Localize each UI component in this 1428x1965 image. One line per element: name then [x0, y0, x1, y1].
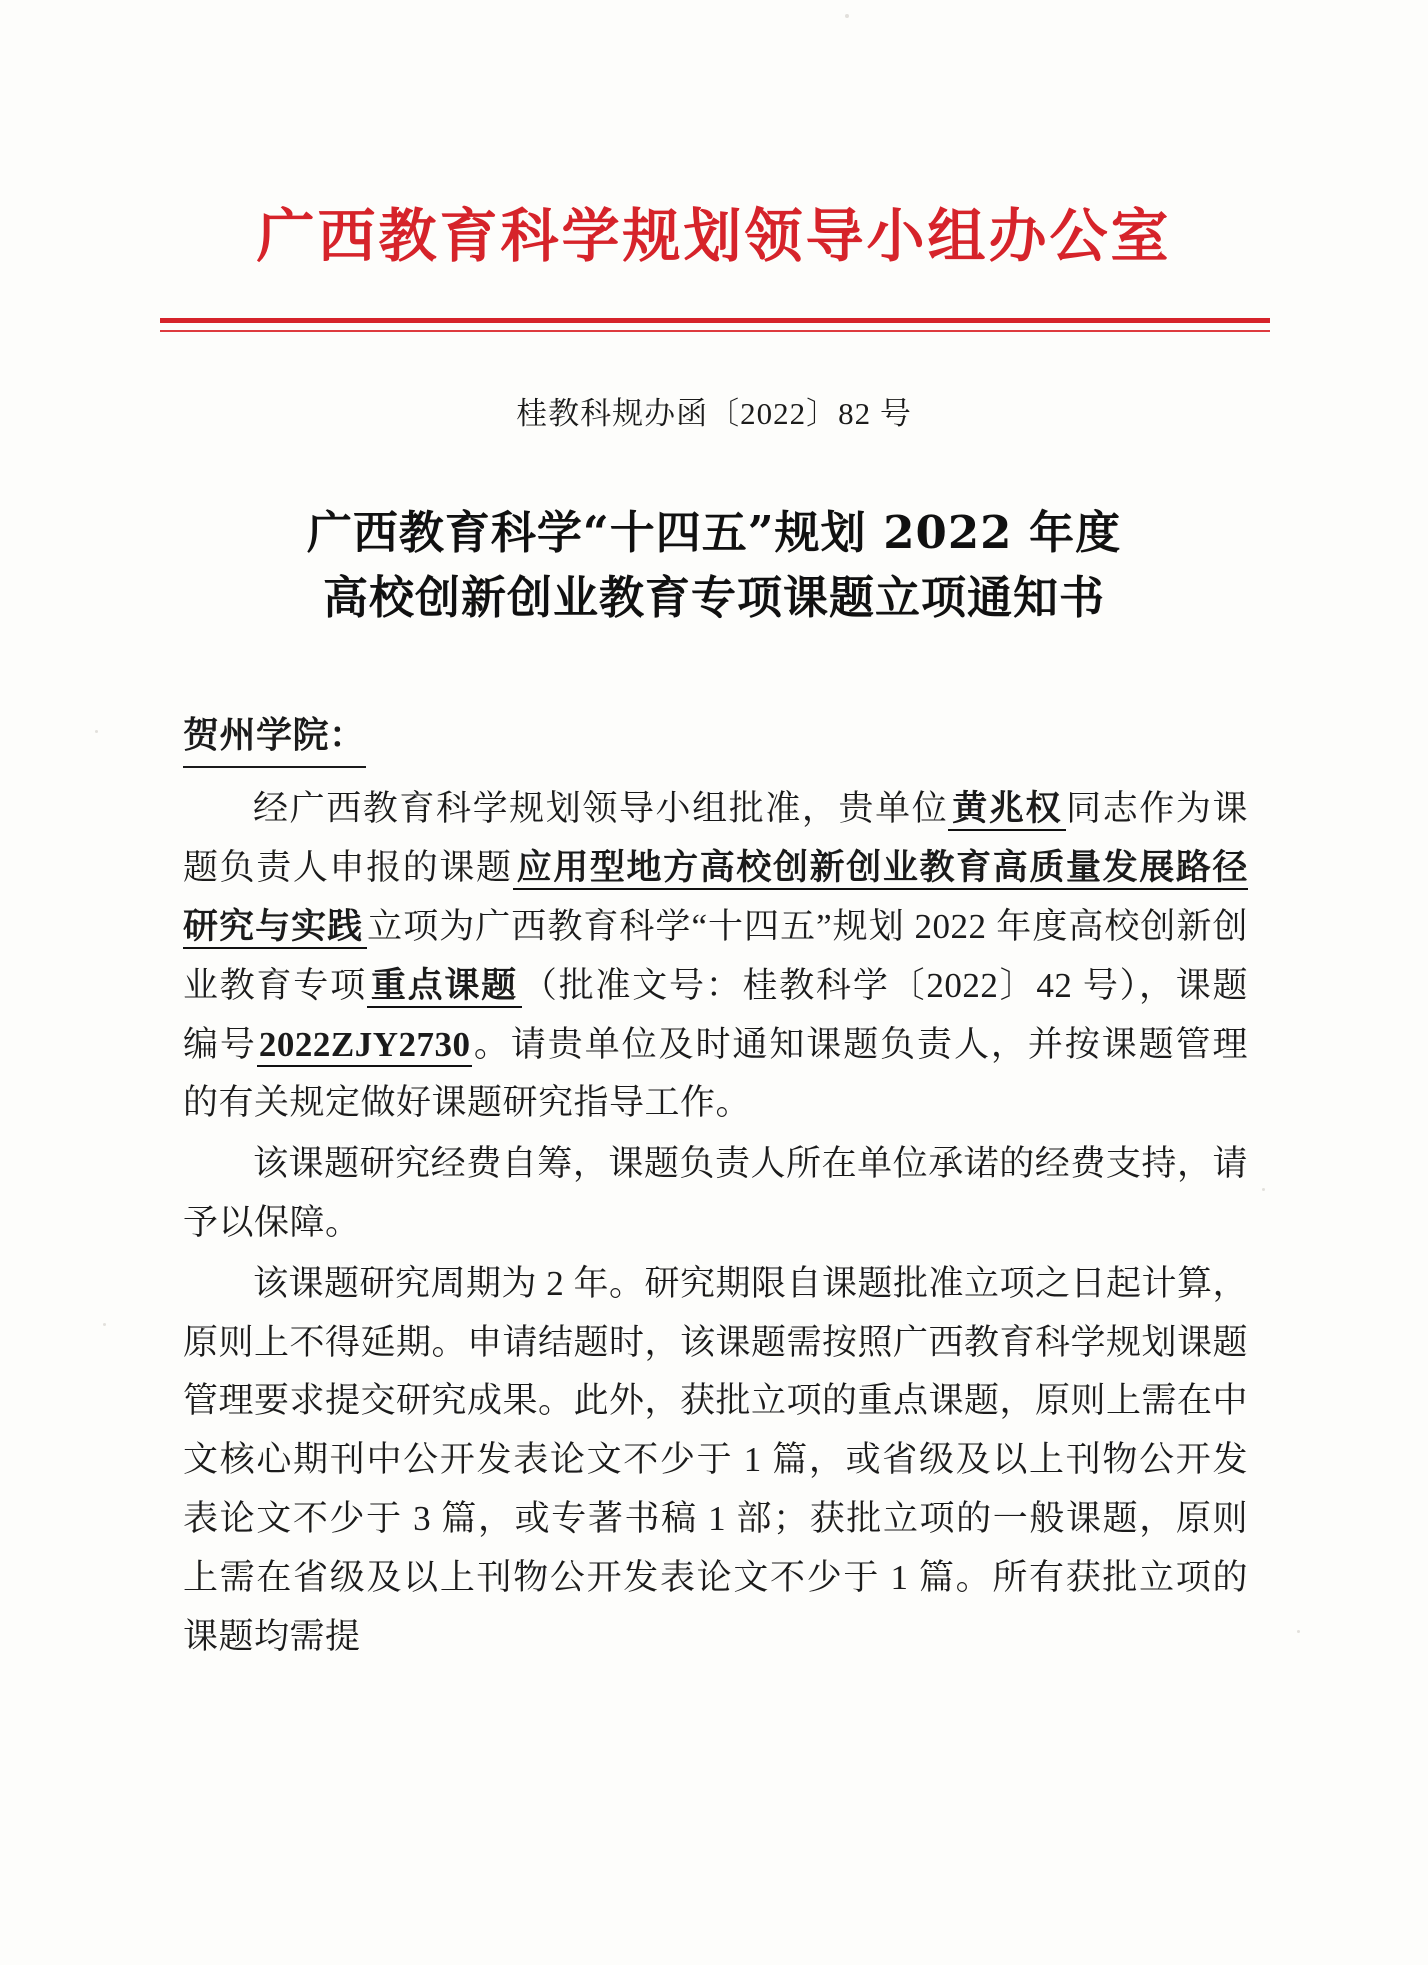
project-code-value: 2022ZJY2730 [257, 1025, 473, 1067]
page-title-line-2: 高校创新创业教育专项课题立项通知书 [322, 571, 1105, 625]
document-body [183, 705, 1248, 1668]
scan-speck [845, 14, 849, 18]
letterhead-rule-thick [160, 318, 1270, 323]
project-title-value: 应用型地方高校创新创业教育高质量发展路径研究与实践 [183, 848, 1248, 949]
paragraph-funding: 该课题研究经费自筹，课题负责人所在单位承诺的经费支持，请予以保障。 [183, 1144, 1248, 1243]
approval-text-segment-5: 。请贵单位及时通知课题负责人，并按课题管理的有关规定做好课题研究指导工作。 [183, 1024, 1248, 1123]
letterhead-rule-thin [160, 330, 1270, 332]
paragraph-approval [183, 780, 1248, 1133]
approval-text-segment-1: 经广西教育科学规划领导小组批准，贵单位 [253, 789, 949, 829]
scan-speck [1297, 1630, 1300, 1633]
scan-speck [103, 1323, 106, 1326]
page-title-line-1: 广西教育科学“十四五”规划 2022 年度 [306, 506, 1122, 559]
document-number: 桂教科规办函〔2022〕82 号 [516, 396, 912, 431]
letterhead [0, 202, 1428, 270]
approval-text-segment-3: 立项为广西教育科学“十四五”规划 2022 年度高校创新创业教育专项 [183, 907, 1248, 1005]
approval-text-segment-2: 同志作为课题负责人申报的课题 [183, 789, 1248, 888]
paragraph-duration-requirements: 该课题研究周期为 2 年。研究期限自课题批准立项之日起计算，原则上不得延期。申请结题时，该课题需按照广西教育科学规划课题管理要求提交研究成果。此外，获批立项的重点课题，原则上需在中文核心期刊中公开发表论文不少于 1 篇，或省级及以上刊物公开发表论文不少于 3 篇，或专著书稿 1 部；获批立项的一般课题，原则上需在省级及以上刊物公开发表论文不少于 1 篇。所有获批立项的课题均需提 [183, 1263, 1249, 1656]
letterhead-title: 广西教育科学规划领导小组办公室 [256, 202, 1172, 270]
scan-speck [95, 730, 98, 733]
recipient-line: 贺州学院： [183, 705, 366, 768]
approval-text-segment-4: （批准文号：桂教科学〔2022〕42 号），课题编号 [183, 965, 1248, 1064]
scan-speck [1262, 1188, 1265, 1191]
project-category-value: 重点课题 [367, 966, 522, 1008]
project-leader-name: 黄兆权 [948, 789, 1066, 831]
page-title [0, 500, 1428, 631]
